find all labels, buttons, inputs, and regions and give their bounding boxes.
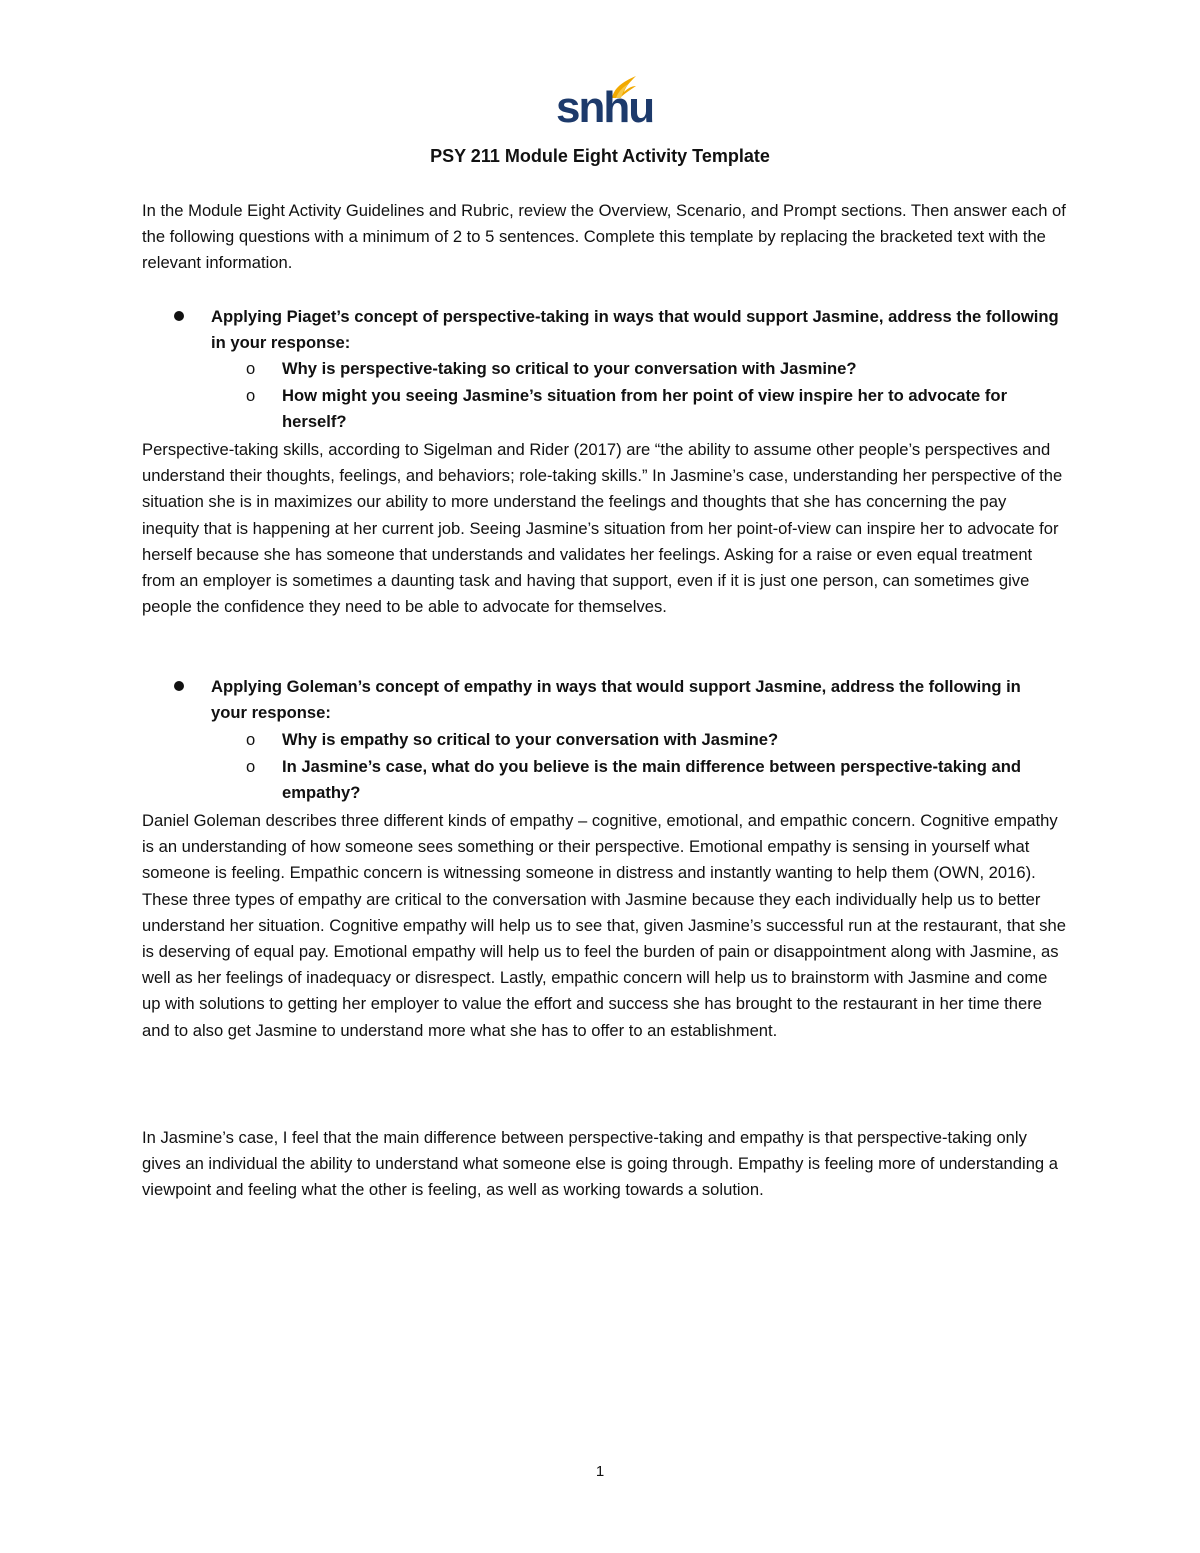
snhu-logo bbox=[556, 74, 654, 132]
sub-marker: o bbox=[246, 730, 256, 749]
bullet-dot bbox=[174, 681, 184, 691]
section1-prompt: Applying Piaget’s concept of perspective-taking in ways that would support Jasmine, address the following in your response: bbox=[211, 307, 1059, 353]
section2-question-2: In Jasmine’s case, what do you believe is the main difference between perspective-taking and empathy? bbox=[282, 757, 1021, 803]
section2-question-1: Why is empathy so critical to your conversation with Jasmine? bbox=[282, 730, 779, 749]
sub-marker: o bbox=[246, 359, 256, 378]
bullet-dot bbox=[174, 311, 184, 321]
logo-text: snhu bbox=[556, 83, 654, 132]
sub-marker: o bbox=[246, 386, 256, 405]
intro-paragraph: In the Module Eight Activity Guidelines and Rubric, review the Overview, Scenario, and Prompt sections. Then answer each of the following questions with a minimum of 2 to 5 sentences. Complete this template by replacing the bracketed text with the relevant information. bbox=[142, 201, 1066, 273]
section2-answer-2: In Jasmine’s case, I feel that the main difference between perspective-taking and empathy is that perspective-taking only gives an individual the ability to understand what someone else is going through. Empathy is feeling more of understanding a viewpoint and feeling what the other is feeling, as well as working towards a solution. bbox=[142, 1128, 1058, 1200]
section1-question-2: How might you seeing Jasmine’s situation from her point of view inspire her to advocate for herself? bbox=[282, 386, 1008, 432]
section2-prompt: Applying Goleman’s concept of empathy in ways that would support Jasmine, address the following in your response: bbox=[211, 677, 1021, 723]
page-number: 1 bbox=[595, 1463, 605, 1480]
section1-answer: Perspective-taking skills, according to Sigelman and Rider (2017) are “the ability to assume other people’s perspectives and understand their thoughts, feelings, and behaviors; role-taking skills.” In Jasmine’s case, understanding her perspective of the situation she is in maximizes our ability to more understand the feelings and thoughts that she has concerning the pay inequity that is happening at her current job. Seeing Jasmine’s situation from her point-of-view can inspire her to advocate for herself because she has someone that understands and validates her feelings. Asking for a raise or even equal treatment from an employer is sometimes a daunting task and having that support, even if it is just one person, can sometimes give people the confidence they need to be able to advocate for themselves. bbox=[142, 440, 1063, 617]
section2-answer: Daniel Goleman describes three different kinds of empathy – cognitive, emotional, and empathic concern. Cognitive empathy is an understanding of how someone sees something or their perspective. Emotional empathy is sensing in yourself what someone is feeling. Empathic concern is witnessing someone in distress and instantly wanting to help them (OWN, 2016). These three types of empathy are critical to the conversation with Jasmine because they each individually help us to better understand her situation. Cognitive empathy will help us to see that, given Jasmine’s successful run at the restaurant, that she is deserving of equal pay. Emotional empathy will help us to feel the burden of pain or disappointment along with Jasmine, as well as her feelings of inadequacy or disrespect. Lastly, empathic concern will help us to brainstorm with Jasmine and come up with solutions to getting her employer to value the effort and success she has brought to the restaurant in her time there and to also get Jasmine to understand more what she has to offer to an establishment. bbox=[142, 811, 1066, 1040]
section1-question-1: Why is perspective-taking so critical to your conversation with Jasmine? bbox=[282, 359, 857, 378]
sub-marker: o bbox=[246, 757, 256, 776]
page-title: PSY 211 Module Eight Activity Template bbox=[430, 146, 770, 166]
